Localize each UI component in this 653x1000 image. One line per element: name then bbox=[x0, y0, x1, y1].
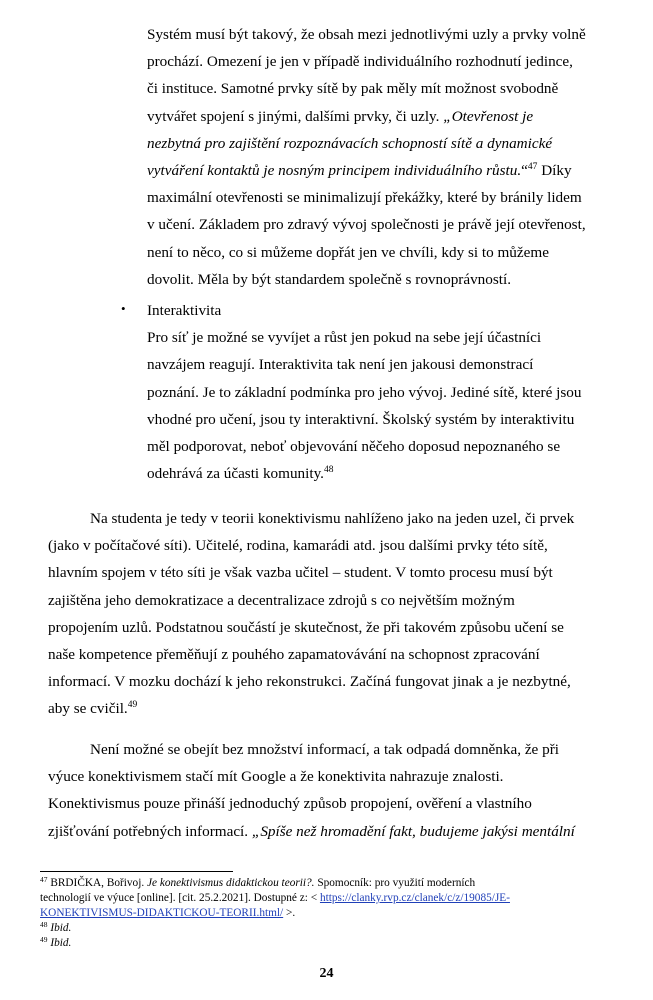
quote-italic: „Spíše než hromadění fakt, budujeme jakýsi mentální bbox=[251, 822, 575, 840]
text-line: Systém musí být takový, že obsah mezi jednotlivými uzly a prvky volně bbox=[147, 26, 586, 43]
paragraph-student-node bbox=[48, 505, 574, 723]
text-run: aby se cvičil. bbox=[48, 700, 128, 718]
footnote-text: Ibid. bbox=[47, 922, 72, 934]
text-line: v učení. Základem pro zdravý vývoj společnosti je právě její otevřenost, bbox=[147, 216, 586, 234]
text-line: zajištěna jeho demokratizace a decentralizace zdrojů s co největším možným bbox=[48, 591, 515, 609]
text-line: dovolit. Měla by být standardem společně s rovnoprávností. bbox=[147, 270, 512, 288]
text-line bbox=[147, 130, 586, 157]
footnote-number: 47 bbox=[40, 875, 48, 884]
source-title: Je konektivismus didaktickou teorii?. bbox=[146, 877, 315, 889]
text-line bbox=[48, 818, 575, 845]
source-link-cont[interactable]: KONEKTIVISMUS-DIDAKTICKOU-TEORII.html/ bbox=[40, 907, 284, 919]
text-run: technologií ve výuce [online]. [cit. 25.2.2021]. Dostupné z: < bbox=[40, 892, 320, 904]
text-line: propojením uzlů. Podstatnou součástí je skutečnost, že při takovém způsobu učení se bbox=[48, 618, 564, 636]
text-line: poznání. Je to základní podmínka pro jeho vývoj. Jediné sítě, které jsou bbox=[147, 383, 582, 401]
quote-italic: vytváření kontaktů je nosným principem individuálního růstu. bbox=[147, 161, 522, 179]
bullet-icon: • bbox=[121, 301, 126, 316]
text-line: informací. V mozku dochází k jeho rekonstrukci. Začíná fungovat jinak a je nezbytné, bbox=[48, 673, 571, 691]
bullet-interaktivita bbox=[147, 297, 581, 487]
footnote-ref-49[interactable]: 49 bbox=[127, 700, 138, 711]
footnote-49 bbox=[40, 936, 620, 951]
text-run: >. bbox=[283, 907, 296, 919]
text-line: výuce konektivismem stačí mít Google a že konektivita nahrazuje znalosti. bbox=[48, 768, 504, 786]
footnote-divider bbox=[40, 871, 233, 872]
quote-italic: „Otevřenost je bbox=[443, 107, 534, 125]
text-line: hlavním spojem v této síti je však vazba učitel – student. V tomto procesu musí být bbox=[48, 564, 553, 582]
text-run: Spomocník: pro využití moderních bbox=[314, 877, 476, 889]
text-line: naše kompetence přeměňují z pouhého zapamatovávání na schopnost zpracování bbox=[48, 645, 540, 663]
text-line: Není možné se obejít bez množství informací, a tak odpadá domněnka, že při bbox=[90, 741, 559, 758]
footnote-number: 49 bbox=[40, 935, 48, 944]
text-run: Díky bbox=[537, 161, 572, 179]
page-number: 24 bbox=[319, 966, 334, 981]
footnote-47-cont bbox=[40, 906, 620, 921]
bullet-title: Interaktivita bbox=[147, 302, 222, 319]
text-line: Konektivismus pouze přináší jednoduchý způsob propojení, ověření a vlastního bbox=[48, 795, 532, 813]
text-line: navzájem reagují. Interaktivita tak není jen jakousi demonstrací bbox=[147, 356, 534, 374]
text-line: měl podporovat, neboť objevování něčeho doposud nepoznaného se bbox=[147, 437, 561, 455]
footnote-47 bbox=[40, 876, 620, 891]
footnote-48 bbox=[40, 921, 620, 936]
text-line bbox=[147, 157, 586, 184]
text-run: odehrává za účasti komunity. bbox=[147, 465, 324, 483]
footnote-ref-48[interactable]: 48 bbox=[323, 465, 334, 476]
text-line bbox=[147, 103, 586, 130]
text-line: (jako v počítačové síti). Učitelé, rodina, kamarádi atd. jsou dalšími prvky této sítě, bbox=[48, 537, 548, 555]
text-line: prochází. Omezení je jen v případě individuálního rozhodnutí jedince, bbox=[147, 53, 573, 71]
text-line: není to něco, co si můžeme dopřát jen ve chvíli, kdy si to můžeme bbox=[147, 243, 549, 261]
footnote-text: Ibid. bbox=[47, 937, 72, 949]
text-line: či instituce. Samotné prvky sítě by pak měly mít možnost svobodně bbox=[147, 80, 559, 98]
quote-italic: nezbytná pro zajištění rozpoznávacích schopností sítě a dynamické bbox=[147, 134, 553, 152]
paragraph-openness bbox=[147, 21, 586, 293]
text-run: BRDIČKA, Bořivoj. bbox=[47, 877, 147, 889]
text-line bbox=[48, 695, 574, 722]
text-line: Pro síť je možné se vyvíjet a růst jen pokud na sebe její účastníci bbox=[147, 329, 542, 347]
source-link[interactable]: https://clanky.rvp.cz/clanek/c/z/19085/JE- bbox=[319, 892, 510, 904]
footnote-47-cont bbox=[40, 891, 620, 906]
footnote-number: 48 bbox=[40, 920, 48, 929]
footnotes bbox=[40, 876, 620, 951]
footnote-ref-47[interactable]: 47 bbox=[527, 161, 538, 172]
text-run: vytvářet spojení s jinými, dalšími prvky, či uzly. bbox=[147, 107, 444, 125]
text-run: zjišťování potřebných informací. bbox=[48, 822, 252, 840]
text-line: vhodné pro učení, jsou ty interaktivní. Školský systém by interaktivitu bbox=[147, 410, 575, 428]
paragraph-information bbox=[48, 736, 575, 845]
text-run: “ bbox=[521, 161, 528, 179]
text-line: maximální otevřenosti se minimalizují překážky, které by bránily lidem bbox=[147, 189, 582, 207]
text-line: Na studenta je tedy v teorii konektivismu nahlíženo jako na jeden uzel, či prvek bbox=[90, 510, 575, 527]
text-line bbox=[147, 460, 581, 487]
